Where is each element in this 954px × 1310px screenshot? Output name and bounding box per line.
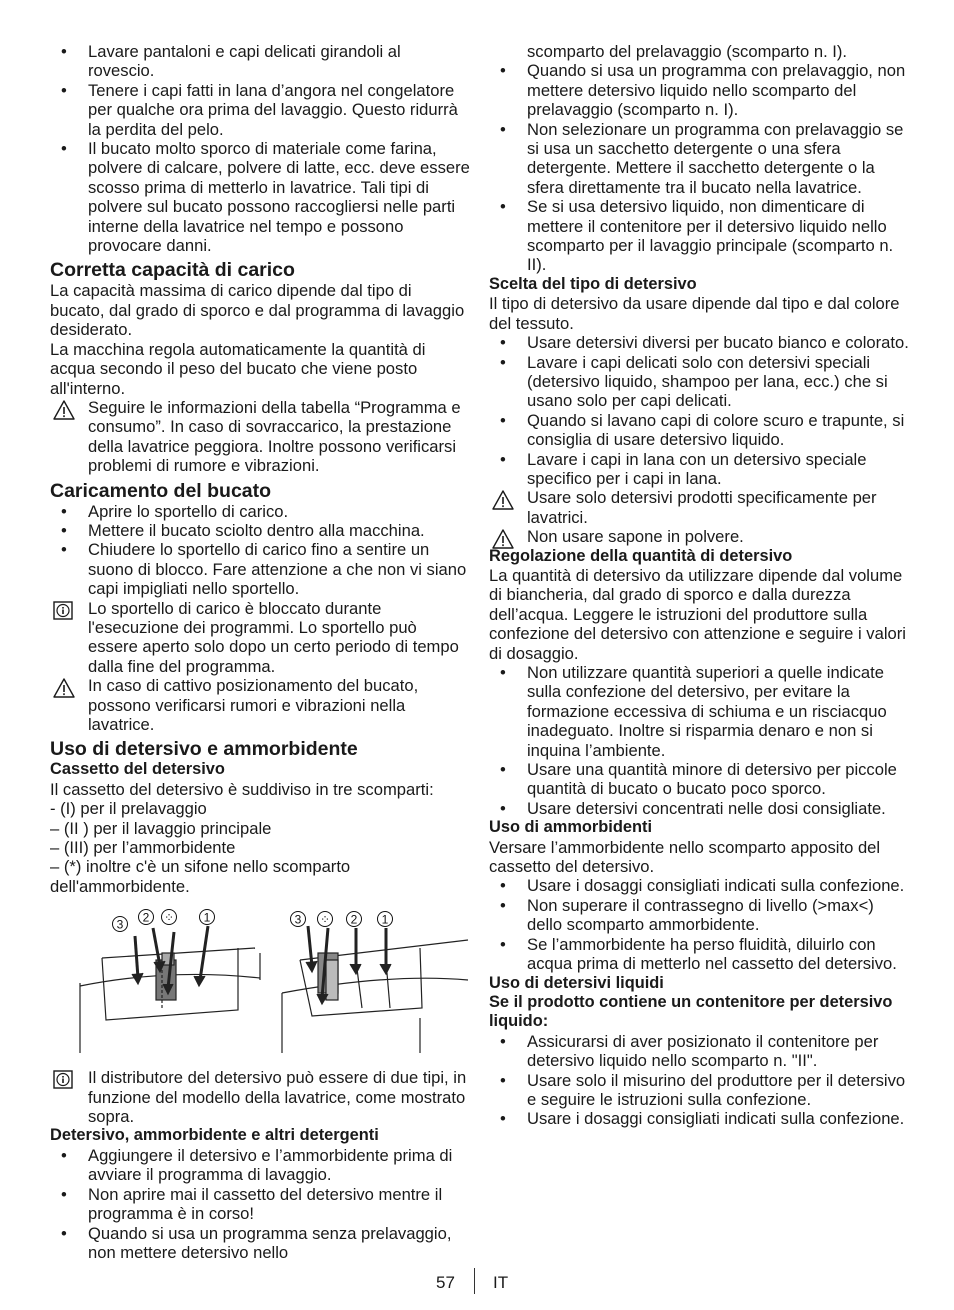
- quantity-paragraph: La quantità di detersivo da utilizzare dipende dal volume di biancheria, dal grado di sporco e dalla durezza dell’acqua. Leggere le istruzioni del produttore sulla confezione del detersivo con attenzione e seguire i valori di dosaggio.: [489, 565, 906, 663]
- list-item: • Non selezionare un programma con prelavaggio se si usa un sacchetto detergente o una sfera detergente. Mettere il sacchetto detergente o la sfera direttamente tra il bucato nella lavatrice.: [489, 120, 909, 198]
- detergent-drawer-figure: [50, 908, 470, 1058]
- loading-heading: Caricamento del bucato: [50, 479, 272, 502]
- list-item: • Assicurarsi di aver posizionato il contenitore per detersivo liquido nello scomparto n. "II".: [489, 1032, 909, 1071]
- compartment-list: [50, 799, 470, 896]
- list-item: • Quando si usa un programma con prelavaggio, non mettere detersivo liquido nello scomparto del prelavaggio (scomparto n. I).: [489, 61, 909, 119]
- list-item: • Usare solo il misurino del produttore per il detersivo e seguire le istruzioni sulla confezione.: [489, 1071, 909, 1110]
- note-text: Il distributore del detersivo può essere di due tipi, in funzione del modello della lavatrice, come mostrato sopra.: [88, 1068, 467, 1127]
- drawer-subheading: Cassetto del detersivo: [50, 760, 225, 779]
- info-icon: [53, 1070, 73, 1089]
- prewash-bullet-list: [489, 61, 909, 274]
- left-column: [50, 42, 470, 1262]
- liquid-detergent-heading: Uso di detersivi liquidi: [489, 973, 664, 992]
- softener-bullet-list: [489, 876, 909, 973]
- softener-paragraph: Versare l’ammorbidente nello scomparto apposito del cassetto del detersivo.: [489, 837, 881, 877]
- list-item: • Usare una quantità minore di detersivo per piccole quantità di bucato o bucato poco sporco.: [489, 760, 909, 799]
- list-item: • Il bucato molto sporco di materiale come farina, polvere di calcare, polvere di latte, ecc. deve essere scosso prima di metterlo in lavatrice. Tali tipi di polvere sul bucato possono raccogliersi nelle parti interne della lavatrice nel tempo e possono provocare danni.: [50, 139, 470, 255]
- page-footer: [0, 1268, 954, 1298]
- drawer-illustration: [50, 908, 470, 1058]
- page-number: 57: [436, 1273, 455, 1292]
- loading-bullet-list: [50, 502, 470, 599]
- soap-warning-note: [489, 527, 909, 546]
- compartment-item: – (*) inoltre c'è un sifone nello scomparto dell'ammorbidente.: [50, 857, 351, 896]
- list-item: • Mettere il bucato sciolto dentro alla macchina.: [50, 521, 470, 540]
- softener-heading: Uso di ammorbidenti: [489, 818, 653, 837]
- list-item: • Usare i dosaggi consigliati indicati sulla confezione.: [489, 1109, 909, 1128]
- list-item: • Se l’ammorbidente ha perso fluidità, diluirlo con acqua prima di metterlo nel cassetto del detersivo.: [489, 935, 909, 974]
- intro-bullet-list: [50, 42, 470, 255]
- drawer-type-b: [282, 926, 468, 1053]
- note-text: In caso di cattivo posizionamento del bucato, possono verificarsi rumori e vibrazioni nella lavatrice.: [88, 676, 419, 734]
- compartment-item: - (I) per il prelavaggio: [50, 799, 207, 819]
- list-item: • Aggiungere il detersivo e l’ammorbidente prima di avviare il programma di lavaggio.: [50, 1146, 470, 1185]
- list-item: • Quando si usa un programma senza prelavaggio, non mettere detersivo nello: [50, 1224, 470, 1263]
- liquid-bullet-list: [489, 1032, 909, 1129]
- list-item: • Non superare il contrassegno di livello (>max<) dello scomparto ammorbidente.: [489, 896, 909, 935]
- warning-icon: [492, 490, 514, 510]
- continued-text: scomparto del prelavaggio (scomparto n. I).: [527, 42, 848, 61]
- list-item: • Non aprire mai il cassetto del detersivo mentre il programma è in corso!: [50, 1185, 470, 1224]
- list-item: • Lavare pantaloni e capi delicati girandoli al rovescio.: [50, 42, 470, 81]
- load-capacity-heading: Corretta capacità di carico: [50, 259, 295, 282]
- siphon-symbol: ⁘: [319, 912, 331, 927]
- compartment-item: – (III) per l’ammorbidente: [50, 838, 236, 858]
- figure-label: 1: [203, 910, 211, 925]
- detergent-type-heading: Scelta del tipo di detersivo: [489, 274, 697, 293]
- figure-label: 3: [294, 912, 302, 927]
- warning-icon: [53, 400, 75, 420]
- detergent-warning-note: [489, 488, 909, 527]
- load-warning-note: [50, 398, 470, 476]
- quantity-heading: Regolazione della quantità di detersivo: [489, 546, 793, 565]
- figure-label: 2: [350, 912, 358, 927]
- note-text: Usare solo detersivi prodotti specificamente per lavatrici.: [527, 488, 877, 527]
- list-item: • Quando si lavano capi di colore scuro e trapunte, si consiglia di usare detersivo liquido.: [489, 411, 909, 450]
- note-text: Non usare sapone in polvere.: [527, 527, 744, 547]
- detergent-bullet-list: [50, 1146, 470, 1262]
- load-capacity-paragraph-2: La macchina regola automaticamente la quantità di acqua secondo il peso del bucato che viene posto all'interno.: [50, 339, 426, 398]
- list-item: • Se si usa detersivo liquido, non dimenticare di mettere il contenitore per il detersivo liquido nello scomparto per il lavaggio principale (scomparto n. II).: [489, 197, 909, 275]
- list-item: • Chiudere lo sportello di carico fino a sentire un suono di blocco. Fare attenzione a che non vi siano capi impigliati nello sportello.: [50, 540, 470, 598]
- note-text: Seguire le informazioni della tabella “Programma e consumo”. In caso di sovraccarico, la prestazione della lavatrice peggiora. Inoltre possono verificarsi problemi di rumore e vibrazioni.: [88, 397, 461, 476]
- list-item: • Usare i dosaggi consigliati indicati sulla confezione.: [489, 876, 909, 895]
- detergents-subheading: Detersivo, ammorbidente e altri detergenti: [50, 1126, 379, 1145]
- load-capacity-paragraph-1: La capacità massima di carico dipende dal tipo di bucato, dal grado di sporco e dal programma di lavaggio desiderato.: [50, 281, 465, 340]
- language-code: IT: [493, 1273, 509, 1292]
- figure-label: 1: [381, 912, 389, 927]
- dispenser-info-note: [50, 1068, 470, 1126]
- list-item: • Aprire lo sportello di carico.: [50, 502, 470, 521]
- note-text: Lo sportello di carico è bloccato durante l'esecuzione dei programmi. Lo sportello può essere aperto solo dopo un certo periodo di tempo dalla fine del programma.: [88, 598, 459, 676]
- drawer-type-a: [80, 926, 260, 1053]
- right-column: [489, 42, 909, 1129]
- info-icon: [53, 601, 73, 620]
- list-item: • Lavare i capi delicati solo con detersivi speciali (detersivo liquido, shampoo per lana, ecc.) che si usano solo per capi delicati.: [489, 353, 909, 411]
- compartment-item: – (II ) per il lavaggio principale: [50, 818, 272, 838]
- detergent-type-bullet-list: [489, 333, 909, 488]
- detergent-type-paragraph: Il tipo di detersivo da usare dipende dal tipo e dal colore del tessuto.: [489, 294, 900, 333]
- list-item: • Tenere i capi fatti in lana d’angora nel congelatore per qualche ora prima del lavaggio. Questo ridurrà la perdita del pelo.: [50, 81, 470, 139]
- list-item: • Lavare i capi in lana con un detersivo speciale specifico per i capi in lana.: [489, 450, 909, 489]
- warning-icon: [492, 529, 514, 549]
- detergent-heading: Uso di detersivo e ammorbidente: [50, 738, 358, 761]
- quantity-bullet-list: [489, 663, 909, 818]
- figure-label: 2: [142, 910, 150, 925]
- liquid-container-heading: Se il prodotto contiene un contenitore per detersivo liquido:: [489, 992, 893, 1031]
- loading-info-note: [50, 599, 470, 677]
- warning-icon: [53, 678, 75, 698]
- loading-warning-note: [50, 676, 470, 734]
- drawer-paragraph: Il cassetto del detersivo è suddiviso in tre scomparti:: [50, 779, 434, 799]
- list-item: • Usare detersivi concentrati nelle dosi consigliate.: [489, 799, 909, 818]
- figure-label: 3: [116, 917, 124, 932]
- list-item: • Non utilizzare quantità superiori a quelle indicate sulla confezione del detersivo, per evitare la formazione eccessiva di schiuma e un risciacquo inadeguato. Inoltre si risparmia denaro e non si inquina l’ambiente.: [489, 663, 909, 760]
- siphon-symbol: ⁘: [163, 910, 175, 925]
- list-item: • Usare detersivi diversi per bucato bianco e colorato.: [489, 333, 909, 352]
- footer-divider: [474, 1268, 475, 1294]
